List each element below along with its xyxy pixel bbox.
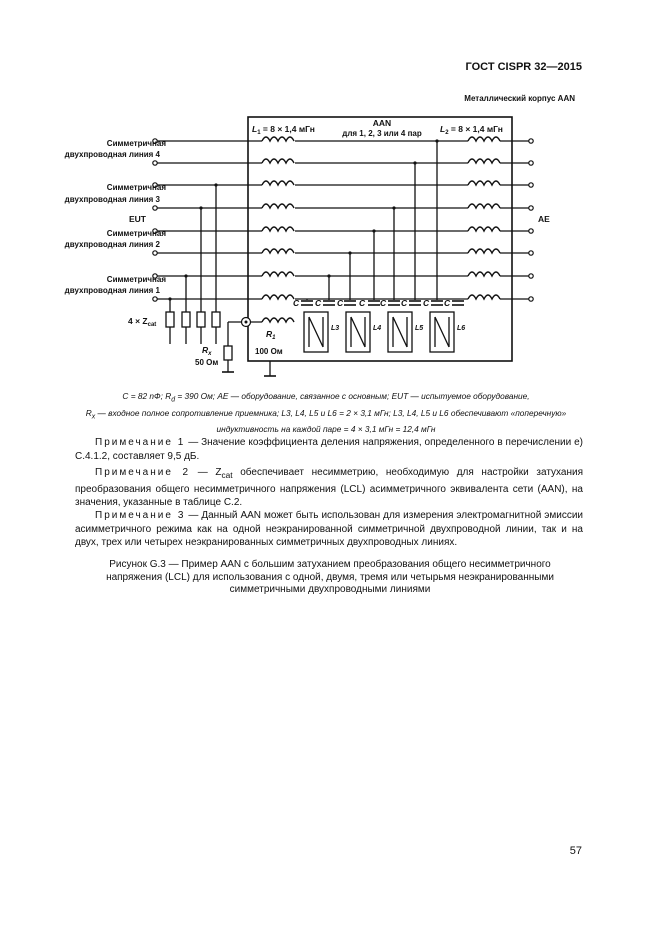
caption-line3: симметричными двухпроводными линиями	[229, 584, 431, 595]
line1-label-b: двухпроводная линия 1	[64, 286, 160, 295]
note-2-text-a: — Z	[190, 467, 222, 478]
legend-line1: C = 82 nФ; R	[122, 391, 172, 401]
ae-label: AE	[538, 214, 550, 224]
line3-label-b: двухпроводная линия 3	[64, 195, 160, 204]
choke-l5: L5	[415, 325, 424, 332]
document-header: ГОСТ CISPR 32—2015	[465, 61, 582, 73]
svg-text:4 × Zcat	[128, 316, 156, 328]
cap-label: C	[315, 298, 322, 308]
cap-label: C	[401, 298, 408, 308]
svg-text:L1 = 8 × 1,4 мГн	[252, 124, 315, 136]
note-3	[75, 509, 583, 550]
note-1-label: Примечание 1	[95, 437, 186, 448]
aan-subtitle: для 1, 2, 3 или 4 пар	[342, 129, 422, 138]
l2-sub: 2	[445, 130, 449, 136]
legend-line1-rest: = 390 Ом; AE — оборудование, связанное с основным; EUT — испытуемое оборудование,	[175, 391, 530, 401]
rx-value: 50 Ом	[195, 358, 219, 367]
r1-sub: 1	[272, 335, 276, 341]
line3-label-a: Симметричная	[106, 183, 166, 192]
note-2-label: Примечание 2	[95, 467, 191, 478]
enclosure-label: Металлический корпус AAN	[464, 94, 575, 103]
l2-value: = 8 × 1,4 мГн	[448, 124, 503, 134]
l2-label: L	[440, 124, 446, 134]
choke-l6: L6	[457, 325, 466, 332]
legend-line2-rest: — входное полное сопротивление приемника; L3, L4, L5 и L6 = 2 × 3,1 мГн; L3, L4, L5 и L6 обеспечивают «поперечную»	[95, 407, 567, 418]
legend-line3: индуктивность на каждой паре = 4 × 3,1 мГн = 12,4 мГн	[216, 424, 436, 435]
cap-label: C	[337, 298, 344, 308]
r1-label: R	[266, 329, 273, 339]
note-3-text: — Данный AAN может быть использован для измерения электромагнитной эмиссии асимметричного режима как на одной неэкранированной симметричной двухпроводной линии, так и на двух, трех или четырех неэкранированных симметричных двухпроводных линиях.	[75, 510, 584, 548]
note-2-sub: cat	[221, 470, 233, 480]
figure-caption	[80, 559, 580, 597]
cap-label: C	[444, 298, 451, 308]
svg-text:L2 = 8 × 1,4 мГн	[440, 124, 503, 136]
svg-text:Rx	[202, 345, 212, 357]
caption-line2: напряжения (LCL) для использования с одной, двумя, тремя или четырьмя неэкранированными	[106, 571, 554, 583]
note-2-text-b: обеспечивает несимметрию, необходимую для настройки затухания преобразования общего несимметричного напряжения (LCL) асимметричного эквивалента сети (AAN), на значения, указанные в таблице С.2.	[75, 467, 583, 508]
line1-label-a: Симметричная	[106, 275, 166, 284]
note-1	[75, 436, 583, 463]
l1-sub: 1	[257, 130, 261, 136]
line2-label-b: двухпроводная линия 2	[64, 240, 160, 249]
svg-text:R1	[266, 329, 276, 341]
cap-label: C	[380, 298, 387, 308]
cap-label: C	[293, 298, 300, 308]
note-3-label: Примечание 3	[95, 510, 186, 521]
legend-line2: R	[85, 407, 92, 418]
legend-line2-sub: x	[91, 413, 96, 421]
cap-label: C	[423, 298, 430, 308]
eut-label: EUT	[129, 214, 146, 224]
l1-value: = 8 × 1,4 мГн	[260, 124, 315, 134]
cap-label: C	[359, 298, 366, 308]
page-number: 57	[569, 845, 582, 857]
choke-l3: L3	[331, 325, 340, 332]
line2-label-a: Симметричная	[106, 229, 166, 238]
choke-l4: L4	[373, 325, 382, 332]
line4-label-a: Симметричная	[106, 139, 166, 148]
aan-title: AAN	[372, 118, 392, 128]
l1-label: L	[252, 124, 258, 134]
zcat-prefix: 4 × Z	[128, 316, 148, 326]
line4-label-b: двухпроводная линия 4	[64, 150, 160, 159]
r1-value: 100 Ом	[255, 347, 283, 356]
legend-line1-sub: d	[171, 396, 176, 404]
zcat-sub: cat	[147, 322, 157, 328]
caption-line1: Рисунок G.3 — Пример AAN с большим затуханием преобразования общего несимметричного	[109, 559, 551, 570]
figure-legend	[66, 390, 586, 435]
rx-sub: x	[208, 351, 212, 357]
rx-label: R	[202, 345, 209, 355]
note-2	[75, 466, 583, 510]
note-1-text: — Значение коэффициента деления напряжения, определенного в перечислении е) С.4.1.2, составляет 9,5 дБ.	[75, 437, 583, 462]
aan-circuit-diagram	[0, 0, 661, 400]
